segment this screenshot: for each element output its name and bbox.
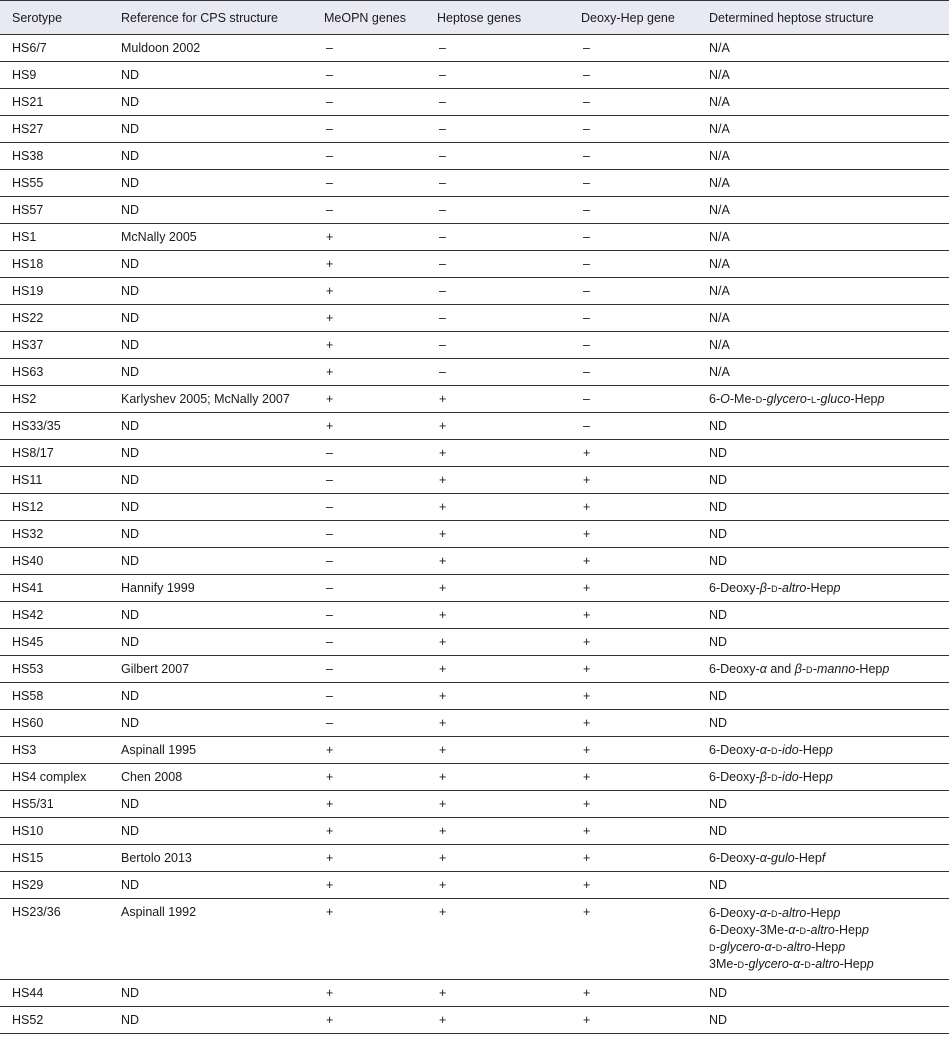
cell-reference: ND [109,143,312,170]
cell-deoxy: + [569,764,697,791]
table-body [0,35,949,1034]
structure-line: 6-Deoxy-α-D-ido-Hepp [709,742,833,757]
structure-line: ND [709,1013,728,1027]
structure-line: N/A [709,365,730,379]
cell-deoxy: + [569,980,697,1007]
cell-serotype: HS32 [0,521,109,548]
cell-deoxy: – [569,170,697,197]
cell-reference: ND [109,602,312,629]
structure-line: N/A [709,311,730,325]
header-determined-structure: Determined heptose structure [697,1,949,35]
cell-deoxy: + [569,818,697,845]
cell-determined-structure [697,575,949,602]
cell-meopn: – [312,62,425,89]
cell-serotype: HS9 [0,62,109,89]
cell-meopn: + [312,899,425,980]
cell-heptose: – [425,278,569,305]
cell-determined-structure [697,656,949,683]
cell-heptose: + [425,980,569,1007]
cell-heptose: – [425,251,569,278]
header-reference: Reference for CPS structure [109,1,312,35]
cell-determined-structure [697,440,949,467]
structure-line: 6-Deoxy-3Me-α-D-altro-Hepp [709,923,869,937]
cell-deoxy: + [569,737,697,764]
cell-meopn: + [312,359,425,386]
cell-deoxy: – [569,35,697,62]
structure-line: ND [709,473,728,487]
structure-line: 6-Deoxy-β-D-altro-Hepp [709,580,841,595]
cell-heptose: – [425,197,569,224]
cell-serotype: HS63 [0,359,109,386]
structure-line: N/A [709,149,730,163]
cell-meopn: – [312,548,425,575]
cell-determined-structure [697,305,949,332]
table-row [0,575,949,602]
table-row [0,143,949,170]
cell-heptose: – [425,116,569,143]
header-deoxy-hep-gene: Deoxy-Hep gene [569,1,697,35]
cell-serotype: HS42 [0,602,109,629]
cell-meopn: – [312,89,425,116]
cell-reference: ND [109,413,312,440]
cell-determined-structure [697,467,949,494]
cell-serotype: HS33/35 [0,413,109,440]
cell-deoxy: + [569,683,697,710]
cell-determined-structure [697,359,949,386]
cell-determined-structure [697,494,949,521]
cell-heptose: – [425,305,569,332]
cell-meopn: – [312,116,425,143]
cell-deoxy: – [569,278,697,305]
cell-meopn: – [312,656,425,683]
cell-reference: ND [109,548,312,575]
cell-determined-structure [697,170,949,197]
cell-reference: ND [109,872,312,899]
cell-deoxy: + [569,494,697,521]
cell-deoxy: – [569,89,697,116]
cell-serotype: HS2 [0,386,109,413]
cell-deoxy: + [569,467,697,494]
cell-reference: ND [109,1007,312,1034]
cell-meopn: + [312,980,425,1007]
cell-reference: ND [109,305,312,332]
cell-serotype: HS6/7 [0,35,109,62]
cell-heptose: + [425,872,569,899]
cell-reference: Karlyshev 2005; McNally 2007 [109,386,312,413]
table-row [0,872,949,899]
cell-meopn: – [312,143,425,170]
cell-deoxy: – [569,62,697,89]
cell-heptose: + [425,845,569,872]
cell-heptose: + [425,683,569,710]
cell-reference: Bertolo 2013 [109,845,312,872]
cell-serotype: HS4 complex [0,764,109,791]
table-row [0,170,949,197]
table-row [0,62,949,89]
cell-deoxy: + [569,602,697,629]
cell-meopn: + [312,332,425,359]
structure-line: N/A [709,284,730,298]
cell-serotype: HS52 [0,1007,109,1034]
structure-line: ND [709,986,728,1000]
cell-serotype: HS37 [0,332,109,359]
cell-heptose: + [425,629,569,656]
cell-reference: ND [109,818,312,845]
cell-determined-structure [697,872,949,899]
table-row [0,278,949,305]
header-heptose-genes: Heptose genes [425,1,569,35]
cell-reference: ND [109,89,312,116]
cell-meopn: + [312,386,425,413]
cell-meopn: + [312,737,425,764]
cell-heptose: – [425,332,569,359]
structure-line: ND [709,419,728,433]
cell-heptose: – [425,224,569,251]
cell-reference: ND [109,494,312,521]
table-row [0,764,949,791]
table-row [0,251,949,278]
cell-heptose: + [425,494,569,521]
cell-reference: Aspinall 1995 [109,737,312,764]
table-row [0,413,949,440]
structure-line: 3Me-D-glycero-α-D-altro-Hepp [709,957,874,971]
table-row [0,116,949,143]
table-row [0,224,949,251]
cell-serotype: HS45 [0,629,109,656]
cell-deoxy: + [569,521,697,548]
cell-meopn: – [312,494,425,521]
cell-heptose: + [425,413,569,440]
table-row [0,899,949,980]
table-row [0,980,949,1007]
cell-deoxy: + [569,845,697,872]
table-row [0,440,949,467]
cell-heptose: + [425,656,569,683]
cell-heptose: + [425,386,569,413]
cell-reference: ND [109,278,312,305]
cell-determined-structure [697,89,949,116]
cell-determined-structure [697,278,949,305]
cell-serotype: HS40 [0,548,109,575]
table-row [0,602,949,629]
cell-reference: ND [109,170,312,197]
cell-determined-structure [697,818,949,845]
table-row [0,521,949,548]
table-row [0,683,949,710]
cell-reference: McNally 2005 [109,224,312,251]
cell-meopn: + [312,791,425,818]
cell-serotype: HS53 [0,656,109,683]
cell-heptose: + [425,764,569,791]
cell-heptose: – [425,89,569,116]
cell-serotype: HS44 [0,980,109,1007]
cell-deoxy: – [569,386,697,413]
cell-heptose: + [425,1007,569,1034]
structure-line: N/A [709,176,730,190]
cell-serotype: HS12 [0,494,109,521]
cell-meopn: – [312,575,425,602]
cell-deoxy: + [569,629,697,656]
cell-meopn: + [312,818,425,845]
cell-serotype: HS38 [0,143,109,170]
cell-meopn: + [312,872,425,899]
cell-deoxy: – [569,116,697,143]
cell-deoxy: + [569,791,697,818]
cell-serotype: HS11 [0,467,109,494]
structure-line: ND [709,527,728,541]
cell-determined-structure [697,683,949,710]
cell-deoxy: + [569,899,697,980]
cell-determined-structure [697,62,949,89]
structure-line: N/A [709,122,730,136]
cell-heptose: – [425,170,569,197]
cell-heptose: + [425,467,569,494]
cell-determined-structure [697,980,949,1007]
cell-meopn: – [312,629,425,656]
cell-heptose: – [425,359,569,386]
cell-reference: ND [109,62,312,89]
cell-deoxy: + [569,872,697,899]
cell-deoxy: + [569,656,697,683]
cell-heptose: + [425,818,569,845]
cell-serotype: HS60 [0,710,109,737]
cell-reference: ND [109,710,312,737]
cell-meopn: – [312,683,425,710]
table-row [0,710,949,737]
table-row [0,89,949,116]
cell-meopn: – [312,197,425,224]
cell-reference: Aspinall 1992 [109,899,312,980]
cell-determined-structure [697,764,949,791]
cell-determined-structure [697,251,949,278]
structure-line: ND [709,446,728,460]
structure-line: 6-Deoxy-α and β-D-manno-Hepp [709,661,890,676]
cell-heptose: + [425,602,569,629]
structure-line: 6-Deoxy-α-D-altro-Hepp [709,906,841,920]
cell-serotype: HS41 [0,575,109,602]
cell-deoxy: + [569,575,697,602]
cell-determined-structure [697,332,949,359]
cell-determined-structure [697,521,949,548]
cell-deoxy: – [569,332,697,359]
cell-deoxy: + [569,548,697,575]
cell-determined-structure [697,143,949,170]
structure-line: ND [709,689,728,703]
header-meopn-genes: MeOPN genes [312,1,425,35]
cell-meopn: + [312,251,425,278]
cell-reference: ND [109,629,312,656]
cell-determined-structure [697,548,949,575]
table-row [0,386,949,413]
cell-deoxy: – [569,143,697,170]
table-row [0,305,949,332]
cell-serotype: HS10 [0,818,109,845]
cell-reference: ND [109,116,312,143]
cell-deoxy: + [569,710,697,737]
structure-line: ND [709,716,728,730]
cell-determined-structure [697,845,949,872]
table-row [0,818,949,845]
cell-meopn: + [312,1007,425,1034]
structure-line: ND [709,608,728,622]
cell-reference: ND [109,197,312,224]
structure-line: N/A [709,230,730,244]
structure-line: N/A [709,257,730,271]
structure-line: D-glycero-α-D-altro-Hepp [709,940,846,954]
cell-deoxy: – [569,251,697,278]
cell-serotype: HS3 [0,737,109,764]
cell-meopn: + [312,764,425,791]
cell-determined-structure [697,737,949,764]
cell-meopn: + [312,845,425,872]
cell-reference: ND [109,683,312,710]
cell-heptose: + [425,548,569,575]
cell-reference: ND [109,440,312,467]
table-header-row [0,1,949,35]
structure-line: ND [709,554,728,568]
cell-reference: ND [109,521,312,548]
cell-reference: ND [109,980,312,1007]
cell-determined-structure [697,386,949,413]
cell-serotype: HS57 [0,197,109,224]
structure-line: ND [709,824,728,838]
structure-line: ND [709,500,728,514]
cell-deoxy: + [569,440,697,467]
structure-line: 6-O-Me-D-glycero-L-gluco-Hepp [709,391,885,406]
cell-serotype: HS27 [0,116,109,143]
structure-line: N/A [709,203,730,217]
table-row [0,737,949,764]
cell-serotype: HS58 [0,683,109,710]
table-row [0,1007,949,1034]
cell-determined-structure [697,413,949,440]
cell-deoxy: – [569,359,697,386]
cell-heptose: + [425,710,569,737]
cell-determined-structure [697,224,949,251]
table-row [0,359,949,386]
cell-heptose: + [425,899,569,980]
cell-serotype: HS8/17 [0,440,109,467]
cell-heptose: + [425,575,569,602]
cell-deoxy: – [569,224,697,251]
cell-reference: Hannify 1999 [109,575,312,602]
structure-line: ND [709,797,728,811]
cell-determined-structure [697,116,949,143]
cell-serotype: HS22 [0,305,109,332]
cell-meopn: – [312,35,425,62]
structure-line: ND [709,635,728,649]
table-row [0,548,949,575]
cell-serotype: HS18 [0,251,109,278]
cell-reference: Gilbert 2007 [109,656,312,683]
cell-determined-structure [697,197,949,224]
structure-line: N/A [709,68,730,82]
table-row [0,845,949,872]
table-row [0,197,949,224]
cell-meopn: – [312,440,425,467]
structure-line: N/A [709,95,730,109]
table-row [0,656,949,683]
cell-heptose: – [425,62,569,89]
cell-meopn: – [312,710,425,737]
cell-meopn: – [312,521,425,548]
cell-heptose: + [425,440,569,467]
cell-determined-structure [697,602,949,629]
cell-determined-structure [697,791,949,818]
cell-reference: ND [109,467,312,494]
cell-serotype: HS23/36 [0,899,109,980]
table-row [0,332,949,359]
cell-determined-structure [697,899,949,980]
cell-meopn: – [312,170,425,197]
cell-deoxy: – [569,305,697,332]
cell-serotype: HS5/31 [0,791,109,818]
cell-serotype: HS21 [0,89,109,116]
table-row [0,791,949,818]
cell-deoxy: – [569,413,697,440]
cell-serotype: HS19 [0,278,109,305]
cell-meopn: + [312,278,425,305]
header-serotype: Serotype [0,1,109,35]
cell-reference: ND [109,359,312,386]
cell-reference: Muldoon 2002 [109,35,312,62]
structure-line: ND [709,878,728,892]
cell-serotype: HS1 [0,224,109,251]
structure-line: 6-Deoxy-α-gulo-Hepf [709,851,826,865]
cell-reference: Chen 2008 [109,764,312,791]
cell-serotype: HS55 [0,170,109,197]
cell-meopn: + [312,305,425,332]
cell-heptose: + [425,791,569,818]
cell-meopn: – [312,467,425,494]
cell-heptose: – [425,35,569,62]
cell-determined-structure [697,710,949,737]
table-row [0,467,949,494]
cell-reference: ND [109,251,312,278]
table-row [0,629,949,656]
cell-serotype: HS29 [0,872,109,899]
structure-line: N/A [709,338,730,352]
cell-heptose: – [425,143,569,170]
cell-deoxy: + [569,1007,697,1034]
cell-determined-structure [697,1007,949,1034]
table-row [0,494,949,521]
cell-determined-structure [697,629,949,656]
cell-meopn: – [312,602,425,629]
cell-meopn: + [312,224,425,251]
structure-line: N/A [709,41,730,55]
cell-determined-structure [697,35,949,62]
table-row [0,35,949,62]
cell-reference: ND [109,791,312,818]
cell-heptose: + [425,737,569,764]
cell-serotype: HS15 [0,845,109,872]
cell-reference: ND [109,332,312,359]
cell-meopn: + [312,413,425,440]
structure-line: 6-Deoxy-β-D-ido-Hepp [709,769,833,784]
cell-deoxy: – [569,197,697,224]
cell-heptose: + [425,521,569,548]
